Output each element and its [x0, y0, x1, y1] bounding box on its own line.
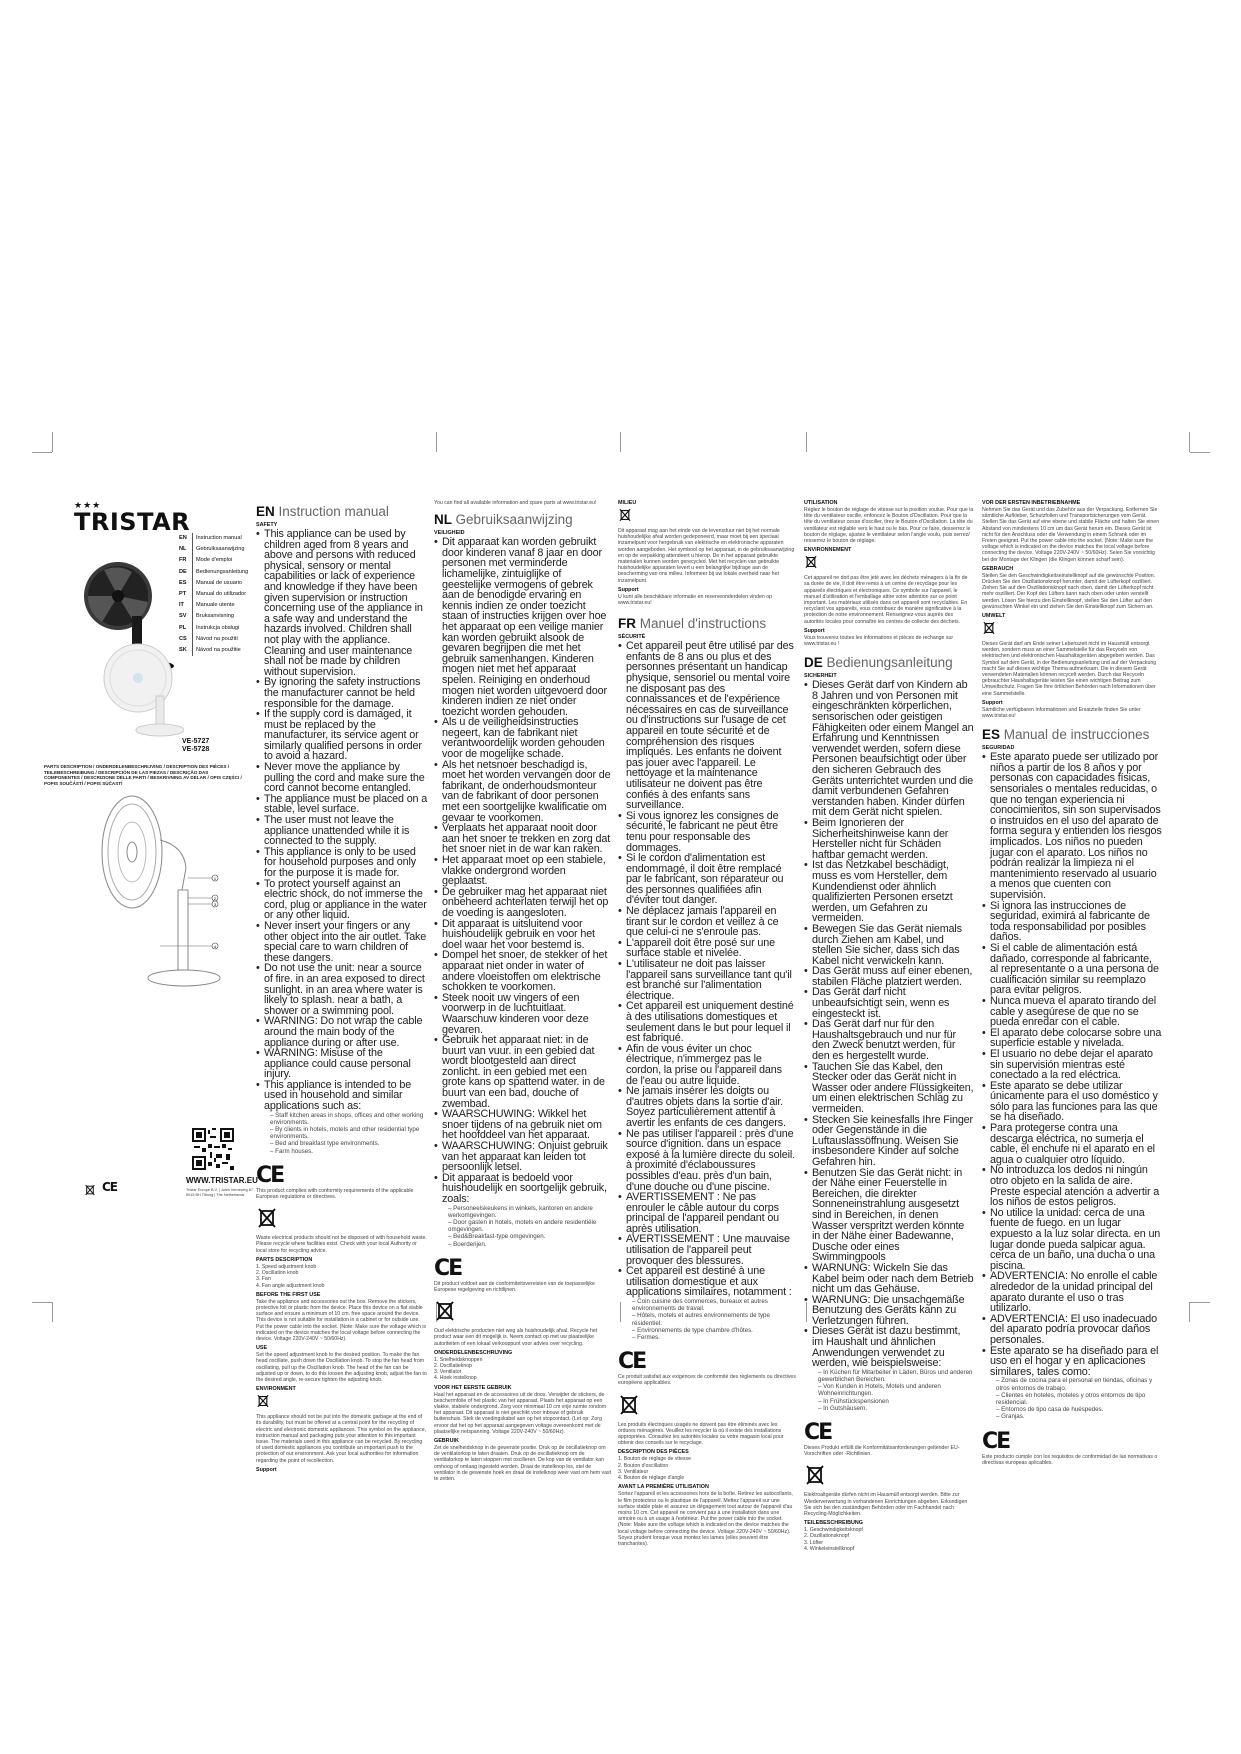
list-item: 3. Ventilateur: [618, 1468, 649, 1475]
list-item: • El aparato debe colocarse sobre una superficie estable y nivelada.: [990, 1028, 1162, 1049]
list-item: • WARNING: Misuse of the appliance could cause personal injury.: [264, 1048, 428, 1080]
support-text: U kunt alle beschikbare informatie en reserveonderdelen vinden op www.tristar.eu!: [618, 593, 772, 607]
ce-mark-icon: CE: [102, 1180, 118, 1194]
use-title: GEBRAUCH: [982, 565, 1014, 572]
fan-product-photo: [74, 556, 184, 746]
list-item: • Cet appareil peut être utilisé par des enfants de 8 ans ou plus et des personnes présentant un handicap physique, sensoriel ou mental voire ne disposant pas des connaissances et de l'expérience nécessaires en cas de surveillance ou d'instructions sur l'usage de cet appareil en toute sécurité et de compréhension des risques impliqués. Les enfants ne doivent pas jouer avec l'appareil. Le nettoyage et la maintenance utilisateur ne doivent pas être confiés à des enfants sans surveillance.: [626, 641, 796, 811]
list-item: • To protect yourself against an electric shock, do not immerse the cord, plug or appliance in the water or any other liquid.: [264, 879, 428, 921]
list-item: • Verplaats het apparaat nooit door aan het snoer te trekken en zorg dat het snoer niet in de war kan raken.: [442, 823, 612, 855]
use-text: Réglez le bouton de réglage de vitesse sur la position voulue. Pour que la tête du ventilateur oscille, enfoncez le Bouton d'Oscillation. Pour que la tête du ventilateur cesse d'osciller, tirez le Bouton d'Oscillation. La tête du ventilateur est réglable vers le haut ou le bas. Pour ce faire, desserrez le bouton de réglage, ajustez le ventilateur selon l'angle voulu, puis serrez/ resserrez le bouton de réglage.: [804, 507, 974, 545]
weee-icon: [982, 620, 1162, 641]
language-code: DE: [804, 655, 823, 671]
crop-mark: [52, 432, 53, 452]
list-item: • Stecken Sie keinesfalls Ihre Finger oder Gegenstände in die Luftauslassöffnung. Weisen Sie insbesondere Kinder auf solche Gefahren hin.: [812, 1115, 974, 1168]
list-item: • No introduzca los dedos ni ningún otro objeto en la salida de aire. Preste especial atención a advertir a los niños de estos peligros.: [990, 1165, 1162, 1207]
weee-text: Oud elektrische producten niet weg als huishoudelijk afval. Recycle het product waar een dit mogelijk is. Neem contact op met uw plaatselijke autoriteiten of een lokaal verkooppunt voor advies over recycling.: [434, 1328, 598, 1347]
list-item: • Het apparaat moet op een stabiele, vlakke ondergrond worden geplaatst.: [442, 855, 612, 887]
list-item: • Cet appareil est uniquement destiné à des utilisations domestiques et seulement dans le but pour lequel il est fabriqué.: [626, 1001, 796, 1043]
list-item: • By ignoring the safety instructions the manufacturer cannot be held responsible for the damage.: [264, 677, 428, 709]
list-item: – In Gutshäusern.: [818, 1405, 974, 1412]
weee-icon: [804, 554, 974, 575]
ce-mark-icon: CE: [256, 1162, 284, 1188]
use-title: USE: [256, 1345, 268, 1352]
list-item: • Steek nooit uw vingers of een voorwerp in de luchtuitlaat. Waarschuw kinderen voor deze gevaren.: [442, 993, 612, 1035]
list-item: • Este aparato se debe utilizar únicamente para el uso doméstico y sólo para las funciones para las que se ha diseñado.: [990, 1081, 1162, 1123]
language-item: [179, 533, 248, 544]
ce-text: Ce produit satisfait aux exigences de conformité des règlements ou directives européens applicables.: [618, 1374, 796, 1387]
section-title: [256, 504, 428, 519]
list-item: – Environnements de type chambre d'hôtes.: [632, 1327, 796, 1334]
language-label: Bruksanvisning: [196, 613, 234, 620]
language-code: PL: [179, 623, 193, 634]
before-title: AVANT LA PREMIÈRE UTILISATION: [618, 1484, 709, 1491]
list-item: • Este aparato puede ser utilizado por niños a partir de los 8 años y por personas con capacidades físicas, sensoriales o mentales reducidas, o que no tengan experiencia ni conocimientos, sin son supervisados o instruidos en el uso del aparato de forma segura y entienden los riesgos implicados. Los niños no pueden jugar con el aparato. Los niños no podrán realizar la limpieza ni el mantenimiento reservado al usuario a menos que cuenten con supervisión.: [990, 752, 1162, 900]
language-code: EN: [179, 533, 193, 544]
safety-heading: SAFETY: [256, 522, 278, 528]
list-item: • Dieses Gerät darf von Kindern ab 8 Jahren und von Personen mit eingeschränkten körperlichen, sensorischen oder geistigen Fähigkeiten oder einem Mangel an Erfahrung und Kenntnissen verwendet werden, sofern diese Personen beaufsichtigt oder über den sicheren Gebrauch des Geräts unterrichtet wurden und die damit verbundenen Gefahren verstanden haben. Kinder dürfen mit dem Gerät nicht spielen.: [812, 680, 974, 818]
top-note: You can find all available information and spare parts at www.tristar.eu!: [434, 500, 597, 506]
section-title: [804, 655, 974, 670]
brand-address: Tristar Europe B.V. | Jules Verneweg 87 5015 BH Tilburg | The Netherlands: [186, 1188, 253, 1197]
manual-title: Manuel d'instructions: [639, 616, 767, 632]
list-item: • El usuario no debe dejar el aparato sin supervisión mientras esté conectado a la red eléctrica.: [990, 1049, 1162, 1081]
crop-mark: [806, 432, 807, 452]
panel-fr: [618, 500, 796, 1547]
panel-es: [982, 500, 1162, 1466]
list-item: • ADVERTENCIA: No enrolle el cable alrededor de la unidad principal del aparato durante el uso o tras utilizarlo.: [990, 1271, 1162, 1313]
crop-mark: [620, 432, 621, 452]
list-item: • Ist das Netzkabel beschädigt, muss es vom Hersteller, dem Kundendienst oder ähnlich qualifizierten Personen ersetzt werden, um Gefahren zu vermeiden.: [812, 860, 974, 924]
list-item: • Never move the appliance by pulling the cord and make sure the cord cannot become entangled.: [264, 762, 428, 794]
language-code: SK: [179, 645, 193, 656]
language-label: Návod na použití: [196, 635, 238, 642]
cover-panel: [44, 500, 258, 1260]
list-item: – In Küchen für Mitarbeiter in Läden, Büros und anderen gewerblichen Bereichen.: [818, 1369, 974, 1383]
parts-title: TEILEBESCHREIBUNG: [804, 1520, 864, 1527]
parts-title: PARTS DESCRIPTION: [256, 1256, 313, 1263]
crop-mark: [32, 1302, 52, 1303]
list-item: • WAARSCHUWING: Onjuist gebruik van het apparaat kan leiden tot persoonlijk letsel.: [442, 1141, 612, 1173]
list-item: • Afin de vous éviter un choc électrique, n'immergez pas le cordon, la prise ou l'appareil dans de l'eau ou autre liquide.: [626, 1044, 796, 1086]
language-label: Gebruiksaanwijzing: [196, 546, 245, 553]
list-item: 3. Lüfter: [804, 1539, 824, 1546]
manual-title: Bedienungsanleitung: [826, 655, 953, 671]
use-title: UTILISATION: [804, 500, 838, 506]
before-text: Nehmen Sie das Gerät und das Zubehör aus der Verpackung. Entfernen Sie sämtliche Aufkleber, Schutzfolien und Transportsicherungen vom Gerät. Stellen Sie das Gerät auf eine ebene und stabile Fläche und halten Sie einen Abstand von mindestens 10 cm um das Gerät herum ein. Dieses Gerät ist nicht für den Anschluss oder die Verwendung in einem Schrank oder im Freien geeignet. Put the power cable into the socket. (Note: Make sure the voltage which is indicated on the device matches the local voltage before connecting the device. Voltage 220V-240V ~ 50/60Hz). Seien Sie vorsichtig bei der Montage der Klingen (die Klingen können scharf sein).: [982, 507, 1160, 563]
language-label: Manuale utente: [196, 602, 235, 609]
list-item: • Dompel het snoer, de stekker of het apparaat niet onder in water of andere vloeistoffen om elektrische schokken te voorkomen.: [442, 950, 612, 992]
before-title: VOR DER ERSTEN INBETRIEBNAHME: [982, 500, 1081, 506]
weee-icon: [256, 1206, 428, 1235]
list-item: • Bewegen Sie das Gerät niemals durch Ziehen am Kabel, und stellen Sie sicher, dass sich das Kabel nicht verwickeln kann.: [812, 924, 974, 966]
list-item: • Das Gerät darf nur für den Haushaltsgebrauch und nur für den Zweck benutzt werden, für den es hergestellt wurde.: [812, 1019, 974, 1061]
list-item: – Farm houses.: [270, 1148, 428, 1155]
language-item: [179, 555, 248, 566]
list-item: • Das Gerät darf nicht unbeaufsichtigt sein, wenn es eingesteckt ist.: [812, 987, 974, 1019]
model-numbers: [182, 738, 209, 754]
list-item: • The user must not leave the appliance unattended while it is connected to the supply.: [264, 815, 428, 847]
language-item: [179, 634, 248, 645]
environment-text: Dit apparaat mag aan het einde van de levensduur niet bij het normale huishoudelijke afval worden gedeponeerd, maar moet bij een speciaal inzamelpunt voor hergebruik van elektrische en elektronische apparaten worden aangeboden. Het symbool op het apparaat, in de gebruiksaanwijzing en op de verpakking attendeert u hierop. De in het apparaat gebruikte materialen kunnen worden gerecycled. Met het recyclen van gebruikte huishoudelijke apparaten levert u een belangrijke bijdrage aan de bescherming van ons milieu. Informeer bij uw lokale overheid naar het inzamelpunt.: [618, 528, 795, 584]
weee-icon: [618, 507, 796, 528]
crop-mark: [1189, 432, 1190, 452]
list-item: • AVERTISSEMENT : Ne pas enrouler le câble autour du corps principal de l'appareil pendant ou après utilisation.: [626, 1192, 796, 1234]
parts-list: [256, 1264, 428, 1289]
list-item: 2. Oscillation knob: [256, 1270, 299, 1277]
ce-mark-icon: CE: [804, 1420, 832, 1446]
callout-number: 1: [213, 876, 217, 881]
list-item: 2. Oscillatieknop: [434, 1363, 473, 1370]
list-item: • No utilice la unidad: cerca de una fuente de fuego. en un lugar expuesto a la luz solar directa. en un lugar donde pueda salpicar agua. cerca de un baño, una ducha o una piscina.: [990, 1208, 1162, 1272]
parts-list: [618, 1456, 796, 1481]
list-item: – Zonas de cocina para el personal en tiendas, oficinas y otros entornos de trabajo.: [996, 1377, 1162, 1391]
panel-en: [256, 500, 428, 1473]
use-title: GEBRUIK: [434, 1438, 459, 1445]
list-item: • Never insert your fingers or any other object into the air outlet. Take special care to warn children of these dangers.: [264, 921, 428, 963]
list-item: • Das Gerät muss auf einer ebenen, stabilen Fläche platziert werden.: [812, 966, 974, 987]
support-title: Support: [256, 1466, 277, 1473]
list-item: • This appliance can be used by children aged from 8 years and above and persons with reduced physical, sensory or mental capabilities or lack of experience and knowledge if they have been given supervision or instruction concerning use of the appliance in a safe way and understand the hazards involved. Children shall not play with the appliance. Cleaning and user maintenance shall not be made by children without supervision.: [264, 529, 428, 677]
model-number: VE-5727: [182, 738, 210, 745]
language-code: NL: [179, 544, 193, 555]
list-item: • WARNUNG: Die unsachgemäße Benutzung des Geräts kann zu Verletzungen führen.: [812, 1295, 974, 1327]
list-item: 1. Speed adjustment knob: [256, 1263, 317, 1270]
list-item: • Si el cable de alimentación está dañado, corresponde al fabricante, al representante o a una persona de cualificación similar su reemplazo para evitar peligros.: [990, 943, 1162, 996]
language-list: [179, 533, 248, 656]
list-item: • L'appareil doit être posé sur une surface stable et nivelée.: [626, 938, 796, 959]
list-item: • If the supply cord is damaged, it must be replaced by the manufacturer, its service agent or similarly qualified persons in order to avoid a hazard.: [264, 709, 428, 762]
safety-list: [618, 641, 796, 1298]
list-item: • Dit apparaat kan worden gebruikt door kinderen vanaf 8 jaar en door personen met verminderde lichamelijke, zintuiglijke of geestelijke vermogens of gebrek aan de benodigde ervaring en kennis indien ze onder toezicht staan of instructies krijgen over hoe het apparaat op een veilige manier kan worden gebruikt alsook de gevaren begrijpen die met het gebruik samenhangen. Kinderen mogen niet met het apparaat spelen. Reiniging en onderhoud mogen niet worden uitgevoerd door kinderen indien ze niet onder toezicht worden gehouden.: [442, 537, 612, 717]
callout-number: 4: [213, 944, 217, 949]
list-item: – Boerderijen.: [448, 1241, 612, 1248]
language-code: NL: [434, 512, 452, 528]
crop-mark: [52, 1302, 53, 1322]
list-item: • Ne déplacez jamais l'appareil en tirant sur le cordon et veillez à ce que celui-ci ne s'enroule pas.: [626, 906, 796, 938]
language-item: [179, 623, 248, 634]
list-item: • Para protegerse contra una descarga eléctrica, no sumerja el cable, el enchufe ni el aparato en el agua o cualquier otro líquido.: [990, 1123, 1162, 1165]
safety-list: [256, 529, 428, 1112]
environment-text: This appliance should not be put into the domestic garbage at the end of its durability, but must be offered at a central point for the recycling of electric and electronic domestic appliances. This symbol on the appliance, instruction manual and packaging puts your attention to this important issue. The materials used in this appliance can be recycled. By recycling of used domestic appliances you contribute an important push to the protection of our environment. Ask your local authorities for information regarding the point of recollection.: [256, 1414, 427, 1464]
environment-title: ENVIRONMENT: [256, 1386, 296, 1393]
list-item: – Hôtels, motels et autres environnements de type résidentiel.: [632, 1312, 796, 1326]
language-code: FR: [179, 555, 193, 566]
environment-title: UMWELT: [982, 613, 1006, 620]
environment-text: Dieses Gerät darf am Ende seiner Lebenszeit nicht im Hausmüll entsorgt werden, sondern muss an einer Sammelstelle für das Recyceln von elektrischen und elektronischen Haushaltsgeräten abgegeben werden. Das Symbol auf dem Gerät, in der Bedienungsanleitung und auf der Verpackung macht Sie auf dieses wichtige Thema aufmerksam. Die in diesem Gerät verwendeten Materialien können recycelt werden. Durch das Recyceln gebrauchter Haushaltsgeräte leisten Sie einen wichtigen Beitrag zum Umweltschutz. Fragen Sie Ihre örtlichen Behörden nach Informationen über eine Sammelstelle.: [982, 641, 1157, 697]
parts-list: [434, 1357, 612, 1382]
language-label: Manual de usuario: [196, 579, 243, 586]
crop-mark: [32, 452, 52, 453]
manual-title: Manual de instrucciones: [1003, 727, 1150, 743]
language-code: DE: [179, 567, 193, 578]
panel-nl: [434, 500, 612, 1483]
section-title: [618, 616, 796, 631]
brand-logo: TRISTAR: [74, 508, 191, 536]
parts-title: DESCRIPTION DES PIÈCES: [618, 1449, 689, 1456]
ce-text: Este producto cumple con los requisitos de conformidad de las normativas o directivas europeas aplicables.: [982, 1453, 1158, 1466]
manual-title: Instruction manual: [278, 504, 389, 519]
list-item: • The appliance must be placed on a stable, level surface.: [264, 794, 428, 815]
weee-text: Les produits électriques usagés ne doivent pas être éliminés avec les ordures ménagères. Veuillez les recycler là où il existe des installations appropriées. Consultez les autorités locales ou votre magasin local pour obtenir des conseils sur le recyclage.: [618, 1421, 784, 1447]
list-item: 4. Hoek instelknop: [434, 1375, 477, 1382]
ce-text: Dit product voldoet aan de conformiteitsvereisten van de toepasselijke Europese regelgeving en richtlijnen.: [434, 1280, 595, 1294]
use-text: Zet de snelheidsknop in de gewenste positie. Druk op de oscillatieknop om de ventilatorkop te laten draaien. Druk op de oscillatieknop om de ventilatorkop te laten stoppen met oscilleren. De kop van de ventilator kan omhoog of omlaag ingesteld worden. Draai de instelknop los, stel de ventilator in de gewenste hoek en draai de instelknop weer vast om hem vast te zetten.: [434, 1445, 612, 1483]
language-label: Manual do utilizador: [196, 591, 247, 598]
before-text: Haal het apparaat en de accessoires uit de doos. Verwijder de stickers, de beschermfolie of het plastic van het apparaat. Plaats het apparaat op een vlakke, stabiele ondergrond. Zorg voor minimaal 10 cm vrije ruimte rondom het apparaat. Dit apparaat is niet geschikt voor inbouw of gebruik buitenshuis. Stek de voedingskabel aan op het stopcontact. (Let op: Zorg ervoor dat het op het apparaat aangegeven voltage overeenkomt met de plaatselijke netspanning. Voltage 220V-240V ~ 50/60Hz).: [434, 1391, 607, 1435]
use-text: Set the speed adjustment knob to the desired position. To make the fan head oscillate, push down the Oscillation knob. To stop the fan head from oscillating, pull up the Oscillation knob. The head of the fan can be adjusted up or down, to do this loosen the adjusting knob, adjust the fan to the desired angle, re-secure tighten the adjusting knob.: [256, 1352, 427, 1383]
ce-mark-icon: CE: [434, 1255, 462, 1281]
list-item: • Benutzen Sie das Gerät nicht: in der Nähe einer Feuerstelle in Bereichen, die direkter Sonneneinstrahlung ausgesetzt sind in Bereichen, in denen Wasser verspritzt werden könnte in der Nähe einer Badewanne, Dusche oder eines Swimmingpools: [812, 1168, 974, 1263]
crop-mark: [620, 1302, 621, 1322]
brand-url: WWW.TRISTAR.EU: [186, 1176, 258, 1185]
parts-heading: PARTS DESCRIPTION / ONDERDELENBESCHRIJVING / DESCRIPTION DES PIÈCES / TEILEBESCHREIBUNG / DESCRIPCIÓN DE LAS PIEZAS / DESCRIÇÃO DAS COMPONENTES / DESCRIZIONE DELLE PARTI / BESKRIVNING AV DELAR / OPIS CZĘŚCI / POPIS SOUČÁSTÍ / POPIS SÚČASTÍ: [44, 764, 242, 786]
language-code: ES: [179, 578, 193, 589]
list-item: • Si vous ignorez les consignes de sécurité, le fabricant ne peut être tenu pour responsable des dommages.: [626, 811, 796, 853]
language-label: Návod na použitie: [196, 647, 241, 654]
list-item: • Si le cordon d'alimentation est endommagé, il doit être remplacé par le fabricant, son réparateur ou des personnes qualifiées afin d'éviter tout danger.: [626, 853, 796, 906]
list-item: 4. Bouton de réglage d'angle: [618, 1475, 685, 1482]
list-item: – Granjas.: [996, 1413, 1162, 1420]
weee-text: Waste electrical products should not be disposed of with household waste. Please recycle where facilities exist. Check with your local Authority or local store for recycling advice.: [256, 1235, 427, 1254]
usage-list: [818, 1369, 974, 1412]
list-item: • Dit apparaat is bedoeld voor huishoudelijk en soortgelijk gebruik, zoals:: [442, 1173, 612, 1205]
support-text: Sämtliche verfügbaren Informationen und Ersatzteile finden Sie unter www.tristar.eu!: [982, 706, 1141, 720]
weee-icon: [256, 1393, 428, 1414]
support-title: Support: [982, 699, 1003, 706]
list-item: 3. Fan: [256, 1276, 271, 1283]
language-code: CS: [179, 634, 193, 645]
usage-list: [270, 1112, 428, 1155]
list-item: – Fermes.: [632, 1334, 796, 1341]
list-item: – Clientes en hoteles, moteles y otros entornos de tipo residencial.: [996, 1392, 1162, 1406]
list-item: • This appliance is intended to be used in household and similar applications such as:: [264, 1080, 428, 1112]
environment-title: MILIEU: [618, 500, 637, 506]
brand-stars: ★★★: [74, 500, 102, 510]
list-item: • Als u de veiligheidsinstructies negeert, kan de fabrikant niet verantwoordelijk worden gehouden voor de mogelijke schade.: [442, 717, 612, 759]
language-item: [179, 600, 248, 611]
usage-list: [632, 1298, 796, 1341]
language-label: Mode d'emploi: [196, 557, 233, 564]
parts-list: [804, 1527, 974, 1552]
safety-heading: SÉCURITÉ: [618, 634, 646, 641]
crop-mark: [1190, 452, 1210, 453]
panel-de: [804, 500, 974, 1552]
language-item: [179, 578, 248, 589]
list-item: – Von Kunden in Hotels, Motels und anderen Wohneinrichtungen.: [818, 1383, 974, 1397]
safety-list: [434, 537, 612, 1204]
safety-list: [804, 680, 974, 1369]
list-item: • ADVERTENCIA: El uso inadecuado del aparato podría provocar daños personales.: [990, 1314, 1162, 1346]
list-item: – Bed and breakfast type environments.: [270, 1140, 428, 1147]
list-item: • This appliance is only to be used for household purposes and only for the purpose it is made for.: [264, 847, 428, 879]
support-title: Support: [618, 586, 639, 593]
list-item: • Als het netsnoer beschadigd is, moet het worden vervangen door de fabrikant, de onderhoudsmonteur van de fabrikant of door personen met een soortgelijke kwalificatie om gevaar te voorkomen.: [442, 760, 612, 824]
list-item: – By clients in hotels, motels and other residential type environments.: [270, 1126, 428, 1140]
list-item: 1. Snelheidsknoppen: [434, 1356, 483, 1363]
callout-number: 2: [213, 896, 217, 901]
crop-mark: [1189, 1302, 1190, 1322]
safety-heading: SEGURIDAD: [982, 745, 1015, 752]
list-item: • AVERTISSEMENT : Une mauvaise utilisation de l'appareil peut provoquer des blessures.: [626, 1234, 796, 1266]
before-title: VOOR HET EERSTE GEBRUIK: [434, 1384, 512, 1391]
weee-icon: [434, 1299, 612, 1328]
list-item: 1. Bouton de réglage de vitesse: [618, 1456, 691, 1463]
section-title: [982, 727, 1162, 742]
usage-list: [448, 1205, 612, 1248]
callout-number: 3: [213, 902, 217, 907]
ce-text: Dieses Produkt erfüllt die Konformitätsanforderungen geltender EU-Vorschriften oder -Richtlinien.: [804, 1445, 960, 1458]
list-item: • L'utilisateur ne doit pas laisser l'appareil sans surveillance tant qu'il est branché sur l'alimentation électrique.: [626, 959, 796, 1001]
language-code: PT: [179, 589, 193, 600]
list-item: – Personeelskeukens in winkels, kantoren en andere werkomgevingen.: [448, 1205, 612, 1219]
list-item: 2. Bouton d'oscillation: [618, 1462, 669, 1469]
environment-title: ENVIRONNEMENT: [804, 547, 852, 554]
language-label: Instrukcja obsługi: [196, 624, 240, 631]
language-code: SV: [179, 611, 193, 622]
ce-text: This product complies with conformity requirements of the applicable European regulations or directives.: [256, 1187, 414, 1201]
list-item: – Coin cuisine des commerces, bureaux et autres environnements de travail.: [632, 1298, 796, 1312]
list-item: – Door gasten in hotels, motels en andere residentiële omgevingen.: [448, 1219, 612, 1233]
list-item: – Entornos de tipo casa de huéspedes.: [996, 1406, 1162, 1413]
ce-mark-icon: CE: [982, 1428, 1010, 1454]
fan-parts-diagram: [74, 790, 244, 1010]
list-item: 1. Geschwindigkeitsknopf: [804, 1527, 863, 1534]
language-item: [179, 567, 248, 578]
list-item: • Dieses Gerät ist dazu bestimmt, im Haushalt und ähnlichen Anwendungen verwendet zu werden, wie beispielsweise:: [812, 1326, 974, 1368]
safety-list: [982, 752, 1162, 1377]
list-item: • WARNUNG: Wickeln Sie das Kabel beim oder nach dem Betrieb nicht um das Gehäuse.: [812, 1263, 974, 1295]
list-item: 4. Fan angle adjustment knob: [256, 1282, 325, 1289]
language-code: FR: [618, 616, 636, 632]
language-label: Bedienungsanleitung: [196, 568, 249, 575]
ce-mark-icon: CE: [618, 1349, 646, 1375]
language-label: Instruction manual: [196, 535, 242, 541]
list-item: • Nunca mueva el aparato tirando del cable y asegúrese de que no se pueda enredar con el cable.: [990, 996, 1162, 1028]
list-item: • Do not use the unit: near a source of fire. in an area exposed to direct sunlight. in an area where water is likely to splash. near a bath, a shower or a swimming pool.: [264, 963, 428, 1016]
list-item: • Dit apparaat is uitsluitend voor huishoudelijk gebruik en voor het doel waar het voor bestemd is.: [442, 919, 612, 951]
support-text: Vous trouverez toutes les informations et pièces de rechange sur www.tristar.eu !: [804, 634, 954, 648]
list-item: • De gebruiker mag het apparaat niet onbeheerd achterlaten terwijl het op de voeding is aangesloten.: [442, 887, 612, 919]
safety-heading: SICHERHEIT: [804, 673, 837, 680]
list-item: • WARNING: Do not wrap the cable around the main body of the appliance during or after use.: [264, 1016, 428, 1048]
language-code: IT: [179, 600, 193, 611]
list-item: • Gebruik het apparaat niet: in de buurt van vuur. in een gebied dat wordt blootgesteld aan direct zonlicht. in een gebied met een grote kans op spattend water. in de buurt van een bad, douche of zwembad.: [442, 1035, 612, 1109]
language-code: EN: [256, 504, 275, 519]
list-item: 2. Oszillationsknopf: [804, 1533, 849, 1540]
list-item: • Cet appareil est destiné à une utilisation domestique et aux applications similaires, notamment :: [626, 1266, 796, 1298]
list-item: • Beim Ignorieren der Sicherheitshinweise kann der Hersteller nicht für Schäden haftbar gemacht werden.: [812, 818, 974, 860]
list-item: • Tauchen Sie das Kabel, den Stecker oder das Gerät nicht in Wasser oder andere Flüssigkeiten, um einen elektrischen Schlag zu vermeiden.: [812, 1062, 974, 1115]
list-item: • Ne pas utiliser l'appareil : près d'une source d'ignition. dans un espace exposé à la lumière directe du soleil. à proximité d'éclaboussures possibles d'eau. près d'un bain, d'une douche ou d'une piscine.: [626, 1129, 796, 1193]
list-item: 4. Winkeleinstellknopf: [804, 1545, 855, 1552]
language-item: [179, 589, 248, 600]
model-number: VE-5728: [182, 746, 210, 753]
weee-icon: [618, 1393, 796, 1422]
before-title: BEFORE THE FIRST USE: [256, 1291, 321, 1298]
weee-text: Elektroaltgeräte dürfen nicht im Hausmüll entsorgt werden. Bitte zur Wiederverwertung in vorhandenen Einrichtungen abgeben. Erkundigen Sie sich bei den zuständigen Behörden oder im Fachhandel nach Recycling-Möglichkeiten.: [804, 1492, 968, 1518]
weee-icon: [804, 1463, 974, 1492]
list-item: • WAARSCHUWING: Wikkel het snoer tijdens of na gebruik niet om het hoofddeel van het apparaat.: [442, 1109, 612, 1141]
use-text: Stellen Sie den Geschwindigkeitseinstellknopf auf die gewünschte Position. Drücken Sie den Oszillationsknopf herunter, damit der Lüfterkopf oszilliert. Ziehen Sie auf den Oszillationsknopf nach oben, damit der Lüfterkopf nicht mehr oszilliert. Der Kopf des Lüfters kann nach oben oder unten verstellt werden. Lösen Sie hierzu den Einstellknopf, stellen Sie den Lüfter auf den gewünschten Winkel ein und ziehen Sie den Einstellknopf zum Sichern an.: [982, 572, 1156, 610]
safety-heading: VEILIGHEID: [434, 530, 465, 537]
qr-code: [192, 1128, 234, 1170]
weee-icon: [84, 1183, 96, 1202]
list-item: – In Frühstückspensionen: [818, 1398, 974, 1405]
list-item: 3. Ventilator: [434, 1369, 462, 1376]
language-item: [179, 645, 248, 656]
crop-mark: [436, 432, 437, 452]
language-item: [179, 544, 248, 555]
before-text: Sortez l'appareil et les accessoires hors de la boîte. Retirez les autocollants, le film protecteur ou le plastique de l'appareil. Mettez l'appareil sur une surface stable plate et assurez un dégagement tout autour de l'appareil d'au moins 10 cm. Cet appareil ne convient pas à une installation dans une armoire ou à un usage à l'extérieur. Put the power cable into the socket. (Note: Make sure the voltage which is indicated on the device matches the local voltage before connecting the device. Voltage 220V-240V ~ 50/60Hz). Soyez prudent lorsque vous montez les lames (elles peuvent être tranchantes).: [618, 1491, 793, 1547]
list-item: – Staff kitchen areas in shops, offices and other working environments.: [270, 1112, 428, 1126]
before-text: Take the appliance and accessories out the box. Remove the stickers, protective foil or plastic from the device. Place this device on a flat stable surface and ensure a minimum of 10 cm. free space around the device. This device is not suitable for installation in a cabinet or for outside use. Put the power cable into the socket. (Note: Make sure the voltage which is indicated on the device matches the local voltage before connecting the device. Voltage 220V-240V ~ 50/60Hz).: [256, 1298, 427, 1342]
environment-text: Cet appareil ne doit pas être jeté avec les déchets ménagers à la fin de sa durée de vie, il doit être remis à un centre de recyclage pour les appareils électriques et électroniques. Ce symbole sur l'appareil, le manuel d'utilisation et l'emballage attire votre attention sur ce point important. Les matériaux utilisés dans cet appareil sont recyclables. En recyclant vos appareils, vous contribuez de manière significative à la protection de notre environnement. Renseignez-vous auprès des autorités locales pour connaître les centres de collecte des déchets.: [804, 575, 968, 625]
list-item: – Bed&Breakfast-type omgevingen.: [448, 1233, 612, 1240]
parts-title: ONDERDELENBESCHRIJVING: [434, 1349, 513, 1356]
support-title: Support: [804, 627, 825, 634]
manual-title: Gebruiksaanwijzing: [455, 512, 573, 528]
section-title: [434, 512, 612, 527]
list-item: • Ne jamais insérer les doigts ou d'autres objets dans la sortie d'air. Soyez particulièrement attentif à avertir les enfants de ces dangers.: [626, 1086, 796, 1128]
crop-mark: [1190, 1302, 1210, 1303]
language-item: [179, 611, 248, 622]
language-code: ES: [982, 727, 1001, 743]
usage-list: [996, 1377, 1162, 1420]
list-item: • Este aparato se ha diseñado para el uso en el hogar y en aplicaciones similares, tales como:: [990, 1346, 1162, 1378]
list-item: • Si ignora las instrucciones de seguridad, eximirá al fabricante de toda responsabilidad por posibles daños.: [990, 901, 1162, 943]
